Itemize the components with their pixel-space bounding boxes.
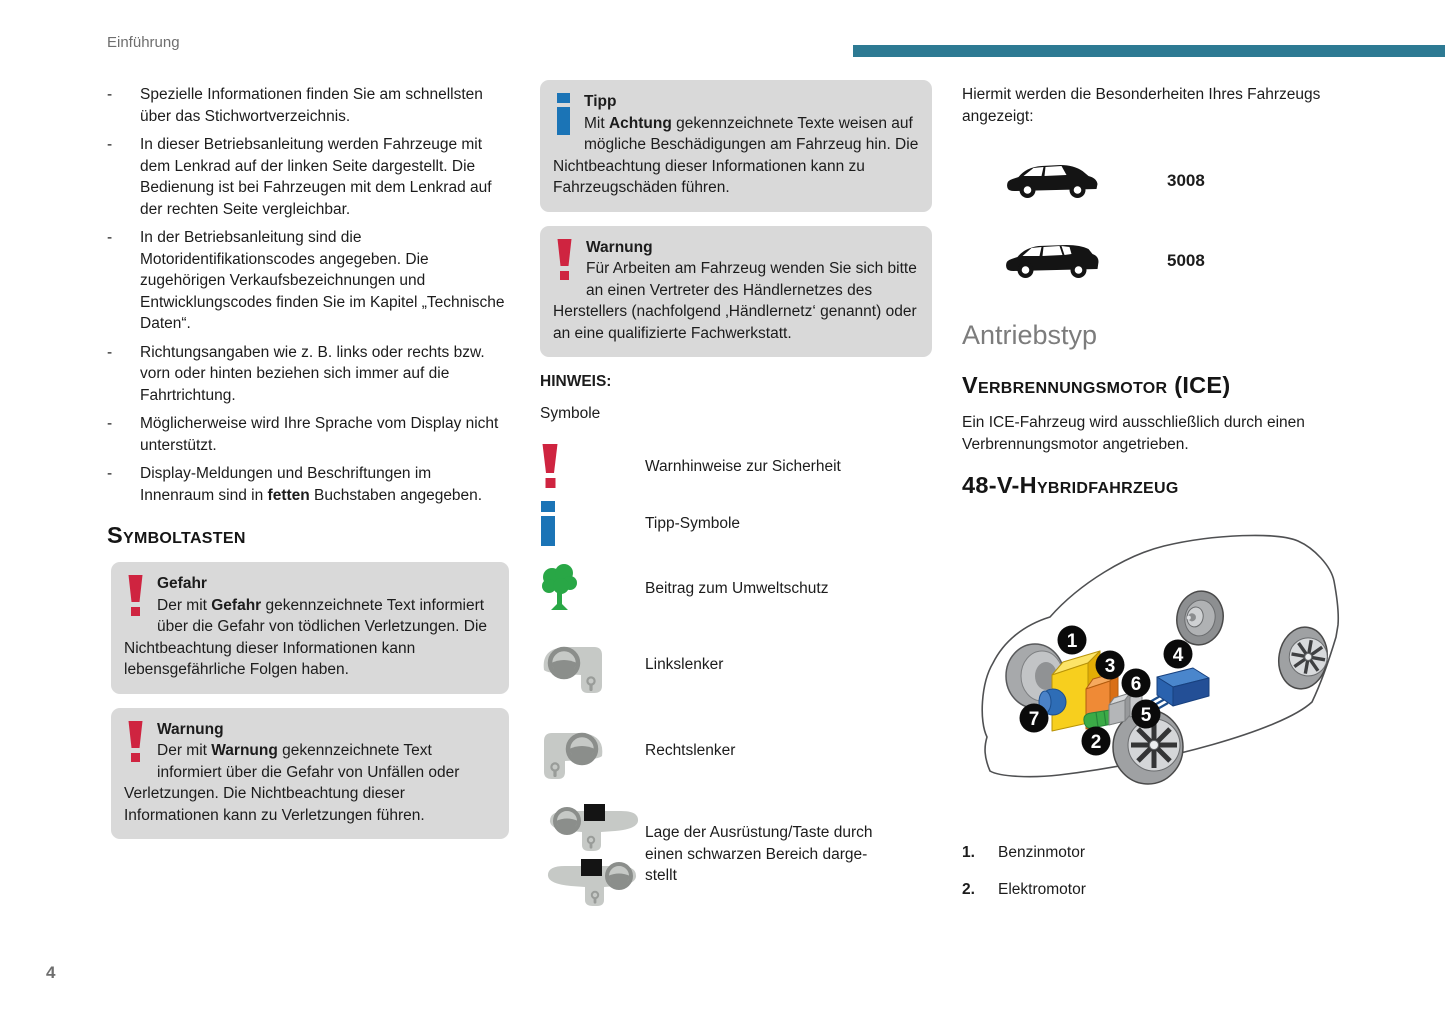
model-row	[962, 235, 1362, 287]
list-item: - Display-Meldungen und Beschriftungen im Innenraum sind in fetten Buchstaben angegeben.	[107, 465, 483, 504]
symbol-row	[540, 722, 932, 780]
legend-item: 2. Elektromotor	[962, 879, 1362, 901]
svg-text:5: 5	[1140, 705, 1152, 726]
note-subtitle: Symbole	[540, 404, 601, 422]
legend-label: Elektromotor	[998, 880, 1086, 898]
middle-column	[540, 80, 932, 907]
warning-box: Warnung Der mit Warnung gekennzeichnete Text informiert über die Gefahr von Unfällen oder Verletzungen. Die Nichtbeachtung dieser Informationen kann zu Verletzungen führen.	[111, 708, 509, 840]
symbol-label: Warnhinweise zur Sicherheit	[645, 457, 841, 475]
tip-info-icon	[540, 501, 556, 546]
note-label: HINWEIS:	[540, 373, 612, 390]
right-column	[962, 84, 1362, 915]
intro-bullet-list	[107, 84, 509, 506]
warning-exclamation-icon	[127, 721, 144, 763]
tip-box: Tipp Mit Achtung gekennzeichnete Texte weisen auf mögliche Beschädigungen am Fahrzeug hin. Die Nichtbeachtung dieser Informationen kann zu Fahrzeugschäden führen.	[540, 80, 932, 212]
symbol-row	[540, 562, 932, 616]
left-hand-drive-icon	[540, 636, 606, 694]
page-number: 4	[46, 963, 56, 982]
symbol-label: Linkslenker	[645, 656, 724, 674]
suv-silhouette-icon	[1000, 238, 1105, 284]
model-row	[962, 155, 1362, 207]
svg-text:6: 6	[1130, 674, 1142, 695]
list-item: - In dieser Betriebsanleitung werden Fahrzeuge mit dem Lenkrad auf der linken Seite dargestellt. Die Bedienung ist bei Fahrzeugen mit dem Lenkrad auf der rechten Seite vergleichbar.	[107, 136, 492, 218]
svg-text:1: 1	[1066, 631, 1078, 652]
symbol-row	[540, 444, 932, 489]
box-title: Gefahr	[157, 575, 207, 592]
ice-paragraph: Ein ICE-Fahrzeug wird ausschließlich durch einen Verbrennungsmotor angetrieben.	[962, 414, 1305, 453]
warning-exclamation-icon	[556, 239, 573, 281]
black-area-marker	[584, 804, 605, 821]
box-title: Tipp	[584, 93, 617, 110]
equipment-location-icon	[543, 802, 643, 852]
symbol-row	[540, 501, 932, 546]
svg-text:4: 4	[1172, 645, 1184, 666]
accent-bar	[853, 45, 1445, 57]
warning-box: Warnung Für Arbeiten am Fahrzeug wenden Sie sich bitte an einen Vertreter des Händlernetzes des Herstellers (nachfolgend ‚Händlernetz‘ genannt) oder an eine qualifizierte Fachwerkstatt.	[540, 226, 932, 358]
heading-hybridfahrzeug: 48-V-Hybridfahrzeug	[962, 472, 1179, 498]
symbol-label: Beitrag zum Umweltschutz	[645, 580, 829, 598]
svg-text:3: 3	[1104, 656, 1116, 677]
box-title: Warnung	[157, 720, 224, 738]
symbol-row	[540, 802, 932, 907]
suv-silhouette-icon	[1000, 158, 1105, 204]
symbol-label: Tipp-Symbole	[645, 514, 741, 532]
section-heading-symboltasten: Symboltasten	[107, 522, 246, 548]
left-column	[107, 84, 509, 853]
legend-label: Benzinmotor	[998, 844, 1086, 861]
subheading-antriebstyp: Antriebstyp	[962, 320, 1098, 350]
heading-verbrennungsmotor: Verbrennungsmotor (ICE)	[962, 372, 1231, 398]
intro-text: Hiermit werden die Besonderheiten Ihres Fahrzeugs angezeigt:	[962, 86, 1321, 125]
warning-exclamation-icon	[127, 575, 144, 617]
symbol-row	[540, 636, 932, 694]
symbol-label: Rechtslenker	[645, 742, 736, 760]
box-title: Warnung	[586, 238, 653, 256]
model-name: 3008	[1167, 171, 1205, 191]
list-item: - Spezielle Informationen finden Sie am schnellsten über das Stichwortverzeichnis.	[107, 86, 483, 125]
equipment-location-icon	[543, 857, 643, 907]
list-item: - In der Betriebsanleitung sind die Motoridentifikationscodes angegeben. Die zugehörigen Verkaufsbezeichnungen und Entwicklungscodes finden Sie im Kapitel „Technische Daten“.	[107, 229, 505, 332]
danger-box: Gefahr Der mit Gefahr gekennzeichnete Text informiert über die Gefahr von tödlichen Verletzungen. Die Nichtbeachtung dieser Informationen kann lebensgefährliche Folgen haben.	[111, 562, 509, 694]
right-hand-drive-icon	[540, 722, 606, 780]
symbol-label: Lage der Ausrüstung/Taste durch einen schwarzen Bereich darge- stellt	[645, 824, 873, 885]
list-item: - Möglicherweise wird Ihre Sprache vom Display nicht unterstützt.	[107, 415, 499, 454]
hybrid-drivetrain-diagram	[962, 525, 1347, 820]
diagram-legend	[962, 842, 1362, 900]
page-header: Einführung	[107, 34, 180, 51]
svg-text:2: 2	[1090, 732, 1102, 753]
eco-tree-icon	[540, 562, 578, 616]
tip-info-icon	[556, 93, 571, 135]
legend-item: 1. Benzinmotor	[962, 842, 1362, 864]
model-name: 5008	[1167, 251, 1205, 271]
list-item: - Richtungsangaben wie z. B. links oder rechts bzw. vorn oder hinten beziehen sich immer auf die Fahrtrichtung.	[107, 343, 485, 404]
black-area-marker	[581, 859, 602, 876]
svg-text:7: 7	[1028, 709, 1040, 730]
warning-exclamation-icon	[540, 444, 560, 489]
